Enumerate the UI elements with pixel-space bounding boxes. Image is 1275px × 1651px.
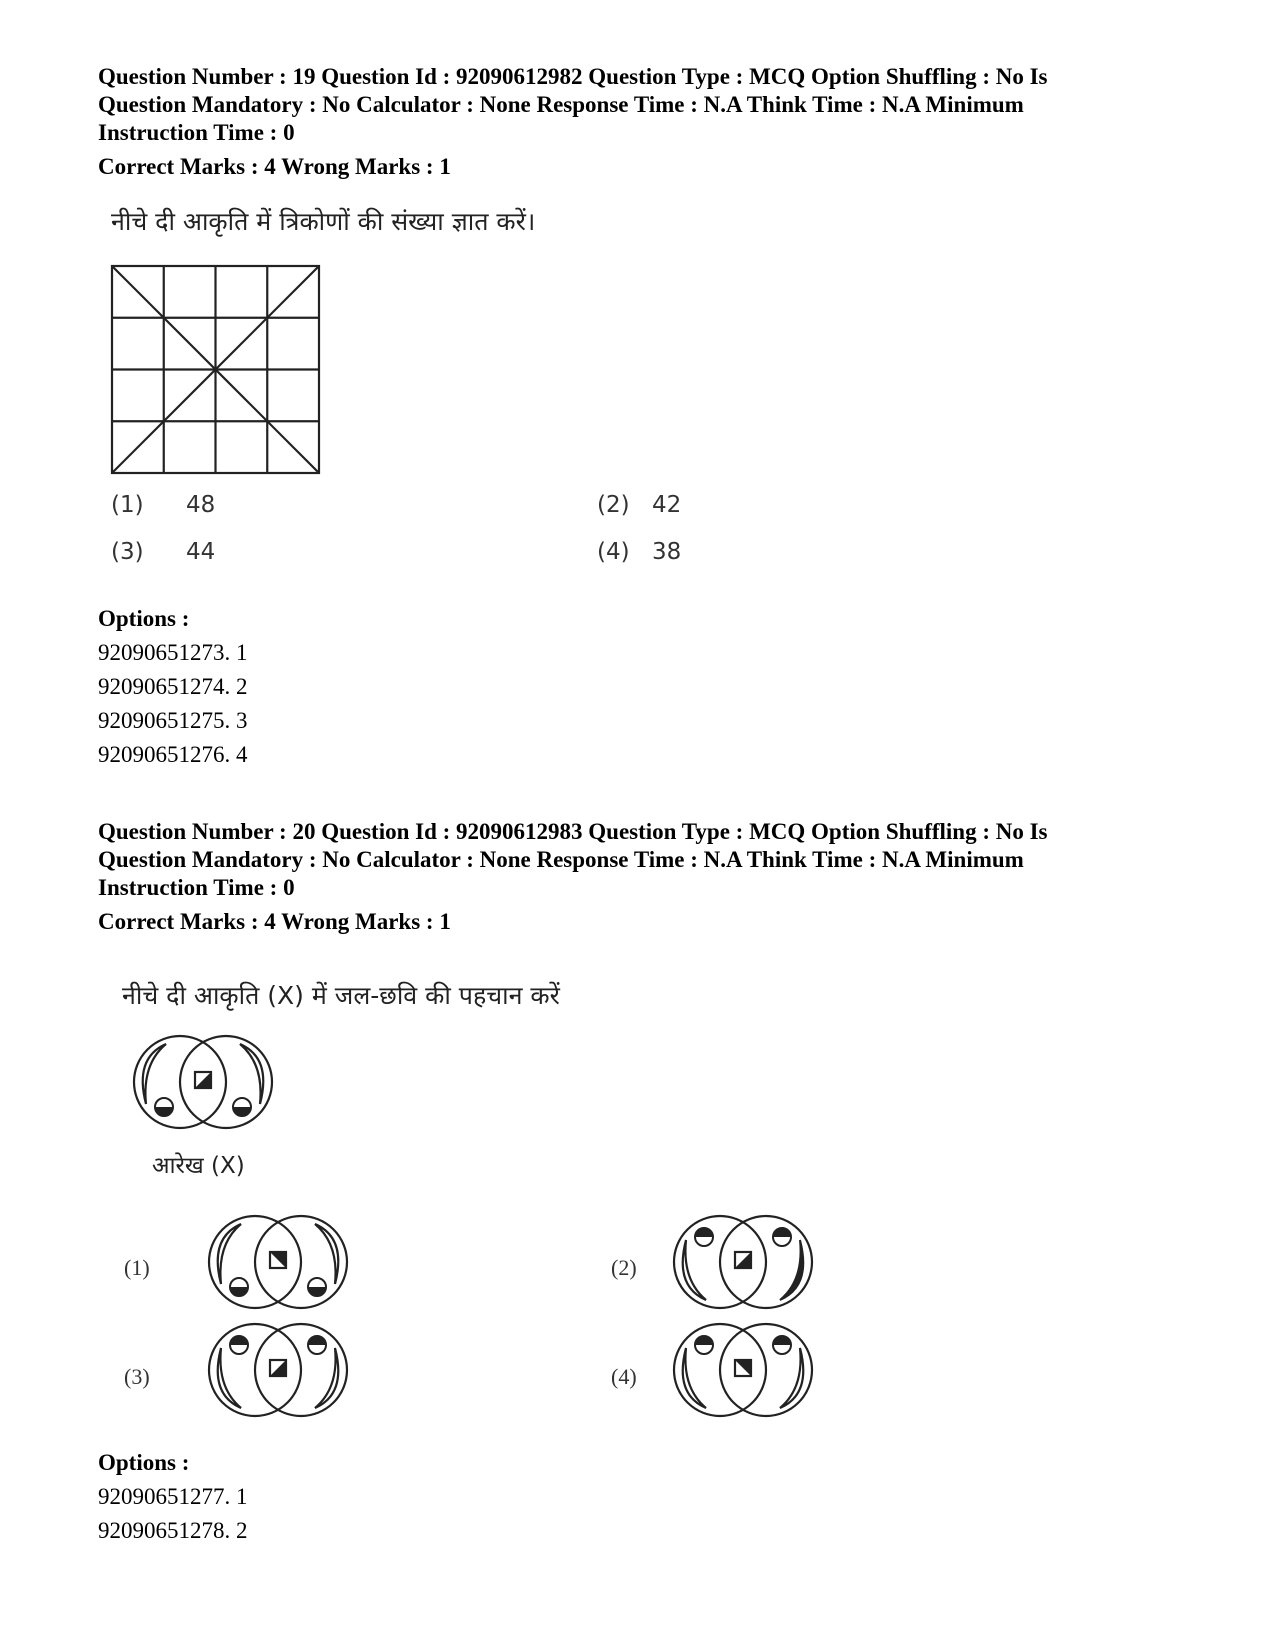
- q20-meta: [98, 818, 1178, 902]
- q20-choice-1-figure: [195, 1210, 360, 1315]
- q19-meta-line-1: Question Number : 19 Question Id : 92090612982 Question Type : MCQ Option Shuffling : No Is: [98, 64, 1048, 89]
- q19-option-3: 92090651275. 3: [98, 708, 248, 733]
- q19-meta-line-2: Question Mandatory : No Calculator : None Response Time : N.A Think Time : N.A Minimum: [98, 92, 1024, 117]
- q19-option-1: 92090651273. 1: [98, 640, 248, 665]
- q19-question-text: नीचे दी आकृति में त्रिकोणों की संख्या ज्ञात करें।: [111, 207, 536, 236]
- q19-meta: [98, 63, 1178, 147]
- q20-meta-line-1: Question Number : 20 Question Id : 92090612983 Question Type : MCQ Option Shuffling : No Is: [98, 819, 1048, 844]
- q19-choice-3-number: (3): [111, 539, 144, 565]
- q19-choice-3-value: 44: [186, 539, 216, 565]
- q19-choice-4-number: (4): [597, 539, 630, 565]
- q19-choice-4-value: 38: [652, 539, 682, 565]
- q20-choice-3-number: (3): [124, 1364, 150, 1389]
- q20-choice-4-figure: [660, 1318, 825, 1423]
- q20-choice-1-number: (1): [124, 1255, 150, 1280]
- q20-choice-2-number: (2): [611, 1255, 637, 1280]
- q19-choice-1-number: (1): [111, 492, 144, 518]
- q19-meta-line-3: Instruction Time : 0: [98, 120, 295, 145]
- q20-figure-x: [120, 1030, 285, 1135]
- q20-choice-3-figure: [195, 1318, 360, 1423]
- q20-marks: Correct Marks : 4 Wrong Marks : 1: [98, 909, 451, 934]
- q20-meta-line-3: Instruction Time : 0: [98, 875, 295, 900]
- q20-options-heading: Options :: [98, 1450, 190, 1475]
- q19-triangle-grid-figure: [111, 265, 321, 475]
- q20-option-2: 92090651278. 2: [98, 1518, 248, 1543]
- q19-choice-1-value: 48: [186, 492, 216, 518]
- q20-choice-2-figure: [660, 1210, 825, 1315]
- q19-choice-2-value: 42: [652, 492, 682, 518]
- q20-meta-line-2: Question Mandatory : No Calculator : None Response Time : N.A Think Time : N.A Minimum: [98, 847, 1024, 872]
- q19-option-4: 92090651276. 4: [98, 742, 248, 767]
- q19-options-heading: Options :: [98, 606, 190, 631]
- q19-option-2: 92090651274. 2: [98, 674, 248, 699]
- q20-option-1: 92090651277. 1: [98, 1484, 248, 1509]
- q20-figure-caption: आरेख (X): [152, 1153, 245, 1179]
- q19-marks: Correct Marks : 4 Wrong Marks : 1: [98, 154, 451, 179]
- q20-choice-4-number: (4): [611, 1364, 637, 1389]
- q19-choice-2-number: (2): [597, 492, 630, 518]
- q20-question-text: नीचे दी आकृति (X) में जल-छवि की पहचान करें: [122, 981, 560, 1010]
